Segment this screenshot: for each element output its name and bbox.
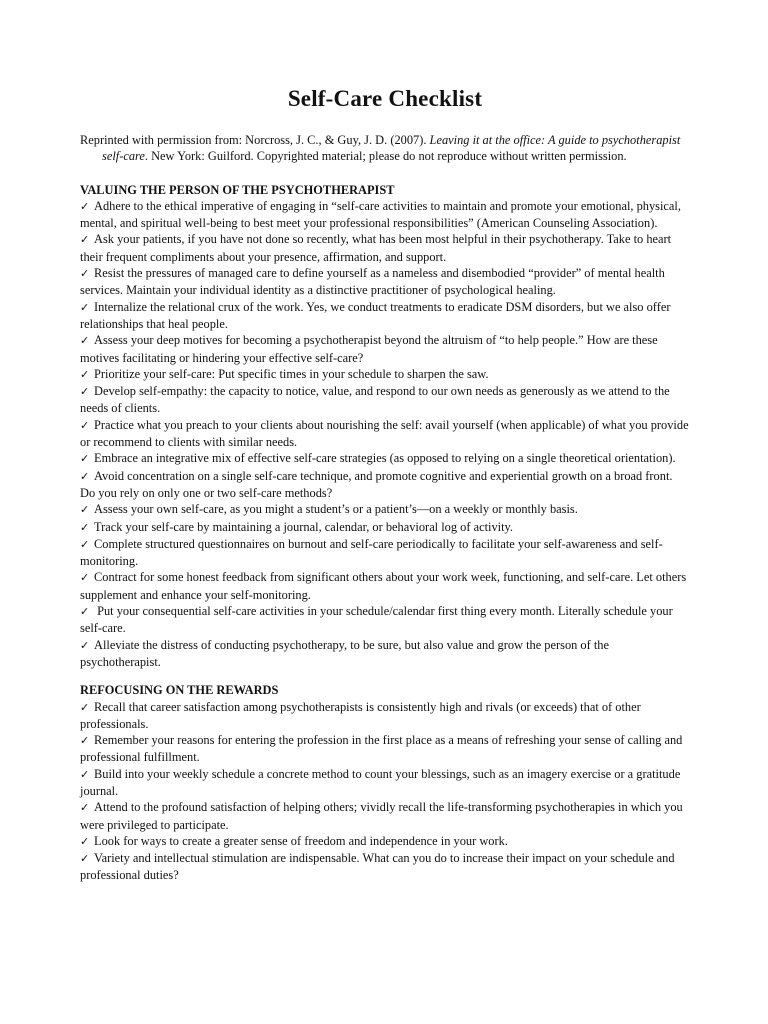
checklist-item xyxy=(80,332,690,366)
checkmark-icon: ✓ xyxy=(80,367,90,381)
document-page xyxy=(80,86,690,896)
checkmark-icon: ✓ xyxy=(80,638,90,652)
citation-book-title: Leaving it at the office: A guide to psychotherapist self-care xyxy=(102,133,681,164)
section-heading: VALUING THE PERSON OF THE PSYCHOTHERAPIST xyxy=(80,182,395,197)
checklist-item xyxy=(80,231,690,265)
checklist-item-text: Assess your own self-care, as you might a student’s or a patient’s—on a weekly or monthly basis. xyxy=(94,502,578,517)
checkmark-icon: ✓ xyxy=(80,469,90,483)
checkmark-icon: ✓ xyxy=(80,503,90,517)
checklist-item xyxy=(80,603,690,637)
checklist-item xyxy=(80,450,690,467)
section-heading: REFOCUSING ON THE REWARDS xyxy=(80,683,279,698)
checklist-items xyxy=(80,699,690,884)
checklist-item-text: Resist the pressures of managed care to define yourself as a nameless and disembodied “provider” of mental health services. Maintain your individual identity as a distinctive practitioner of psychological healing. xyxy=(80,266,665,298)
checkmark-icon: ✓ xyxy=(80,300,90,314)
checklist-item-text: Contract for some honest feedback from significant others about your work week, functioning, and self-care. Let others supplement and enhance your self-monitoring. xyxy=(80,570,687,602)
document-title: Self-Care Checklist xyxy=(287,86,483,111)
checkmark-icon: ✓ xyxy=(80,267,90,281)
checkmark-icon: ✓ xyxy=(80,520,90,534)
checklist-items xyxy=(80,198,690,670)
citation-suffix: . New York: Guilford. Copyrighted material; please do not reproduce without written permission. xyxy=(144,149,627,164)
checklist-item xyxy=(80,850,690,884)
checklist-item-text: Attend to the profound satisfaction of helping others; vividly recall the life-transforming psychotherapies in which you were privileged to participate. xyxy=(80,800,683,832)
checkmark-icon: ✓ xyxy=(80,537,90,551)
checklist-item-text: Avoid concentration on a single self-care technique, and promote cognitive and experiential growth on a broad front. Do you rely on only one or two self-care methods? xyxy=(80,468,673,500)
checklist-item xyxy=(80,417,690,451)
checklist-item xyxy=(80,468,690,502)
checklist-section xyxy=(80,682,690,884)
checklist-item xyxy=(80,699,690,733)
checkmark-icon: ✓ xyxy=(80,834,90,848)
checklist-item xyxy=(80,637,690,671)
checklist-item-text: Internalize the relational crux of the work. Yes, we conduct treatments to eradicate DSM disorders, but we also offer relationships that heal people. xyxy=(80,299,671,331)
checklist-item-text: Complete structured questionnaires on burnout and self-care periodically to facilitate your self-awareness and self-monitoring. xyxy=(80,536,663,569)
checklist-item-text: Prioritize your self-care: Put specific times in your schedule to sharpen the saw. xyxy=(94,366,489,381)
checkmark-icon: ✓ xyxy=(80,734,90,748)
checklist-item-text: Embrace an integrative mix of effective self-care strategies (as opposed to relying on a single theoretical orientation). xyxy=(94,451,676,466)
checkmark-icon: ✓ xyxy=(80,571,90,585)
checklist-item xyxy=(80,299,690,333)
checklist-item xyxy=(80,383,690,417)
checkmark-icon: ✓ xyxy=(80,385,90,399)
checklist-section xyxy=(80,182,690,671)
checklist-item-text: Variety and intellectual stimulation are indispensable. What can you do to increase their impact on your schedule and professional duties? xyxy=(80,851,675,883)
checklist-item xyxy=(80,799,690,833)
citation-prefix: Reprinted with permission from: Norcross, J. C., & Guy, J. D. (2007). xyxy=(80,133,430,147)
citation xyxy=(80,132,690,165)
checklist-item xyxy=(80,265,690,299)
checklist-item xyxy=(80,519,690,536)
checklist-item-text: Build into your weekly schedule a concrete method to count your blessings, such as an imagery exercise or a gratitude journal. xyxy=(80,766,681,798)
checkmark-icon: ✓ xyxy=(80,801,90,815)
checklist-item-text: Develop self-empathy: the capacity to notice, value, and respond to our own needs as generously as we attend to the needs of clients. xyxy=(80,384,670,416)
checklist-item xyxy=(80,569,690,603)
checkmark-icon: ✓ xyxy=(80,199,90,213)
checkmark-icon: ✓ xyxy=(80,700,90,714)
checklist-item xyxy=(80,732,690,766)
checkmark-icon: ✓ xyxy=(80,418,90,432)
checklist-item xyxy=(80,766,690,800)
checklist-item-text: Alleviate the distress of conducting psychotherapy, to be sure, but also value and grow the person of the psychotherapist. xyxy=(80,637,609,669)
checkmark-icon: ✓ xyxy=(80,605,90,619)
checklist-sections xyxy=(80,182,690,884)
checklist-item-text: Practice what you preach to your clients about nourishing the self: avail yourself (when applicable) of what you provide or recommend to clients with similar needs. xyxy=(80,417,689,450)
checkmark-icon: ✓ xyxy=(80,233,90,247)
checklist-item-text: Remember your reasons for entering the profession in the first place as a means of refreshing your sense of calling and professional fulfillment. xyxy=(80,733,683,765)
checklist-item-text: Adhere to the ethical imperative of engaging in “self-care activities to maintain and promote your emotional, physical, mental, and spiritual well-being to best meet your professional responsibilities” (American Counseling Association). xyxy=(80,198,681,231)
checklist-item-text: Recall that career satisfaction among psychotherapists is consistently high and rivals (or exceeds) that of other professionals. xyxy=(80,699,641,731)
checklist-item-text: Look for ways to create a greater sense of freedom and independence in your work. xyxy=(94,833,508,848)
checkmark-icon: ✓ xyxy=(80,452,90,466)
checklist-item-text: Put your consequential self-care activities in your schedule/calendar first thing every month. Literally schedule your self-care. xyxy=(80,604,673,636)
checklist-item xyxy=(80,536,690,570)
checkmark-icon: ✓ xyxy=(80,334,90,348)
checklist-item xyxy=(80,833,690,850)
checklist-item xyxy=(80,366,690,383)
checklist-item-text: Ask your patients, if you have not done so recently, what has been most helpful in their psychotherapy. Take to heart their frequent compliments about your presence, affirmation, and support. xyxy=(80,232,672,264)
checkmark-icon: ✓ xyxy=(80,767,90,781)
checklist-item xyxy=(80,198,690,232)
checklist-item-text: Assess your deep motives for becoming a psychotherapist beyond the altruism of “to help people.” How are these motives facilitating or hindering your effective self-care? xyxy=(80,333,658,365)
checklist-item xyxy=(80,501,690,518)
checkmark-icon: ✓ xyxy=(80,852,90,866)
checklist-item-text: Track your self-care by maintaining a journal, calendar, or behavioral log of activity. xyxy=(94,519,514,534)
